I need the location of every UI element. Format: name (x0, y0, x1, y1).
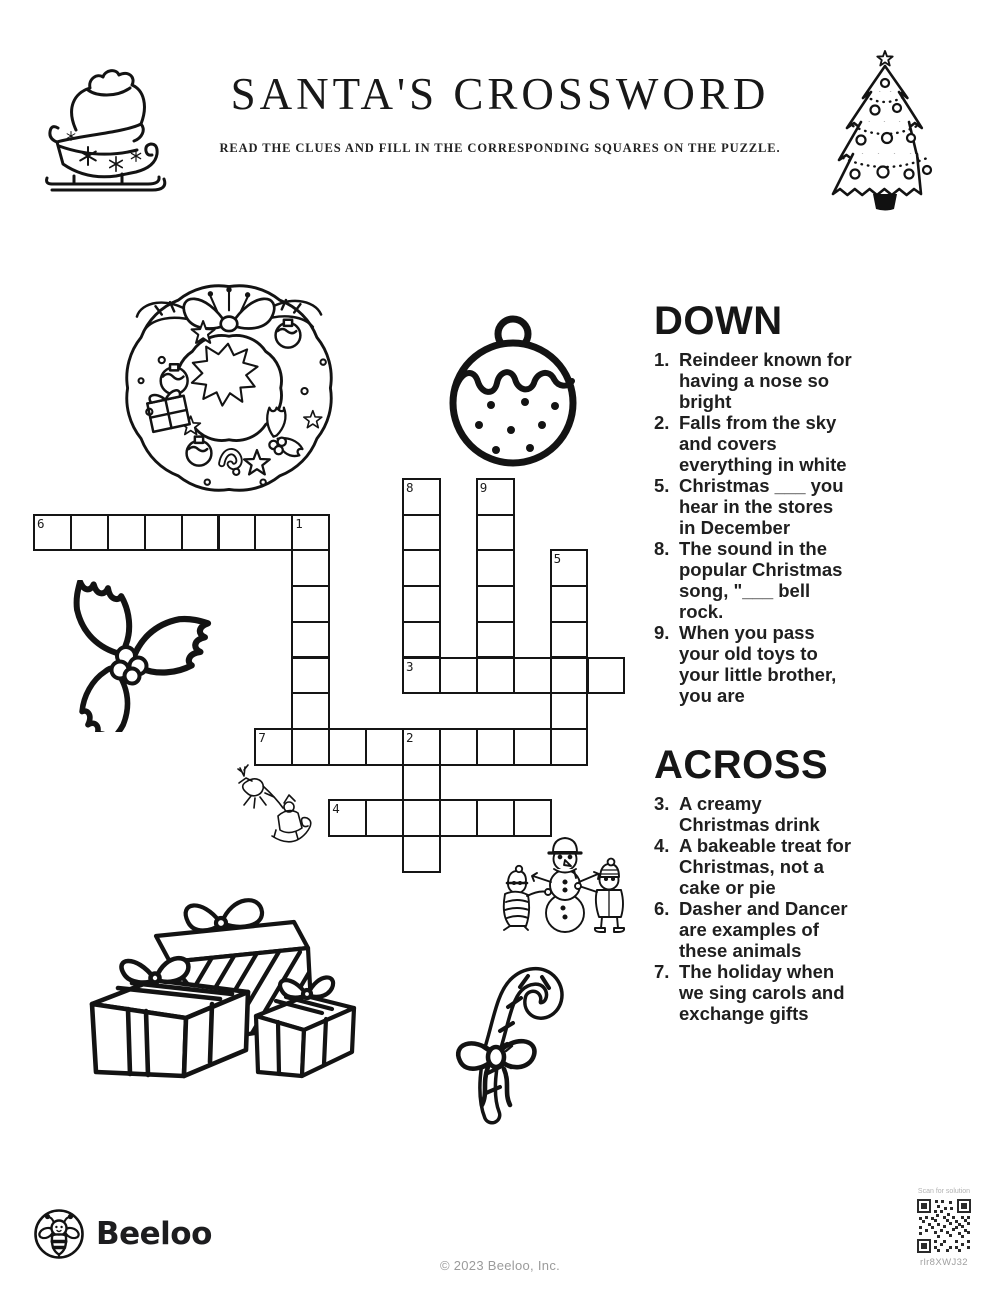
grid-number-2: 2 (406, 729, 414, 745)
crossword-cell[interactable] (402, 799, 441, 837)
clue-number: 9. (654, 622, 670, 643)
page-subtitle: READ THE CLUES AND FILL IN THE CORRESPONDING SQUARES ON THE PUZZLE. (219, 141, 781, 155)
crossword-cell[interactable] (439, 728, 478, 766)
candy-cane-illustration (450, 945, 572, 1127)
crossword-cell[interactable] (254, 514, 293, 552)
clue-down-8 (654, 538, 882, 622)
across-heading: ACROSS (654, 743, 829, 787)
clue-down-5 (654, 475, 882, 538)
clue-text: Reindeer known for having a nose so bright (679, 349, 852, 412)
wreath-illustration (110, 268, 348, 508)
crossword-cell[interactable] (365, 799, 404, 837)
clue-down-1 (654, 349, 882, 412)
grid-number-6: 6 (37, 515, 45, 531)
clue-across-4 (654, 835, 882, 898)
crossword-cell[interactable] (181, 514, 220, 552)
crossword-grid (33, 478, 643, 878)
crossword-cell[interactable] (476, 728, 515, 766)
qr-block (910, 1188, 978, 1268)
crossword-cell[interactable] (439, 657, 478, 695)
crossword-cell[interactable] (218, 514, 257, 552)
clue-number: 2. (654, 412, 670, 433)
clue-across-3 (654, 793, 882, 835)
clue-number: 7. (654, 961, 670, 982)
clue-number: 8. (654, 538, 670, 559)
down-clue-list (654, 349, 882, 706)
across-clues-section (654, 744, 882, 1024)
across-clue-list (654, 793, 882, 1024)
presents-illustration (70, 892, 358, 1080)
clue-number: 3. (654, 793, 670, 814)
clue-text: Falls from the sky and covers everything in white (679, 412, 847, 475)
page-title: SANTA'S CROSSWORD (230, 69, 770, 119)
grid-number-1: 1 (295, 515, 303, 531)
crossword-cell[interactable] (402, 549, 441, 587)
clue-text: The sound in the popular Christmas song, "___ bell rock. (679, 538, 843, 622)
crossword-cell[interactable] (402, 514, 441, 552)
crossword-cell[interactable] (291, 621, 330, 659)
qr-caption: Scan for solution (917, 1188, 971, 1195)
ornament-ball-illustration (438, 304, 588, 476)
crossword-cell[interactable] (550, 585, 589, 623)
crossword-cell[interactable] (513, 728, 552, 766)
crossword-cell[interactable] (476, 657, 515, 695)
crossword-cell[interactable] (291, 692, 330, 730)
grid-number-7: 7 (258, 729, 266, 745)
clue-down-9 (654, 622, 882, 706)
crossword-cell[interactable] (476, 549, 515, 587)
crossword-cell[interactable] (291, 728, 330, 766)
clue-text: Dasher and Dancer are examples of these animals (679, 898, 848, 961)
crossword-cell[interactable] (291, 549, 330, 587)
crossword-cell[interactable] (291, 657, 330, 695)
grid-number-5: 5 (553, 551, 562, 567)
clue-number: 5. (654, 475, 670, 496)
crossword-cell[interactable] (70, 514, 109, 552)
crossword-cell[interactable] (402, 585, 441, 623)
clue-number: 6. (654, 898, 670, 919)
clue-text: Christmas ___ you hear in the stores in December (679, 475, 844, 538)
clue-across-6 (654, 898, 882, 961)
clue-across-7 (654, 961, 882, 1024)
grid-number-3: 3 (406, 658, 414, 674)
crossword-cell[interactable] (144, 514, 183, 552)
crossword-cell[interactable] (291, 585, 330, 623)
brand-wordmark: Beeloo (96, 1216, 212, 1252)
clue-text: When you pass your old toys to your little brother, you are (679, 622, 837, 706)
crossword-cell[interactable] (587, 657, 626, 695)
christmas-tree-icon (824, 46, 946, 211)
copyright-text: © 2023 Beeloo, Inc. (439, 1258, 561, 1273)
clue-number: 4. (654, 835, 670, 856)
clue-text: The holiday when we sing carols and exchange gifts (679, 961, 845, 1024)
grid-number-4: 4 (332, 801, 340, 817)
crossword-cell[interactable] (476, 799, 515, 837)
crossword-cell[interactable] (476, 621, 515, 659)
crossword-cell[interactable] (402, 621, 441, 659)
grid-number-9: 9 (479, 480, 488, 495)
crossword-cell[interactable] (550, 728, 589, 766)
crossword-cell[interactable] (107, 514, 146, 552)
down-heading: DOWN (654, 299, 783, 343)
beeloo-logo (33, 1208, 212, 1260)
clue-text: A creamy Christmas drink (679, 793, 820, 835)
crossword-cell[interactable] (402, 835, 441, 873)
crossword-cell[interactable] (476, 514, 515, 552)
crossword-cell[interactable] (513, 657, 552, 695)
qr-code-icon (916, 1198, 972, 1254)
clue-text: A bakeable treat for Christmas, not a cake or pie (679, 835, 852, 898)
crossword-cell[interactable] (550, 692, 589, 730)
crossword-cell[interactable] (439, 799, 478, 837)
crossword-cell[interactable] (476, 585, 515, 623)
clue-number: 1. (654, 349, 670, 370)
qr-code-text: rlr8XWJ32 (920, 1257, 968, 1268)
crossword-cell[interactable] (513, 799, 552, 837)
grid-number-8: 8 (406, 480, 414, 495)
clue-down-2 (654, 412, 882, 475)
crossword-cell[interactable] (550, 657, 589, 695)
crossword-cell[interactable] (365, 728, 404, 766)
down-clues-section (654, 300, 882, 706)
crossword-cell[interactable] (550, 621, 589, 659)
crossword-cell[interactable] (402, 764, 441, 802)
bee-icon (33, 1208, 85, 1260)
crossword-cell[interactable] (328, 728, 367, 766)
